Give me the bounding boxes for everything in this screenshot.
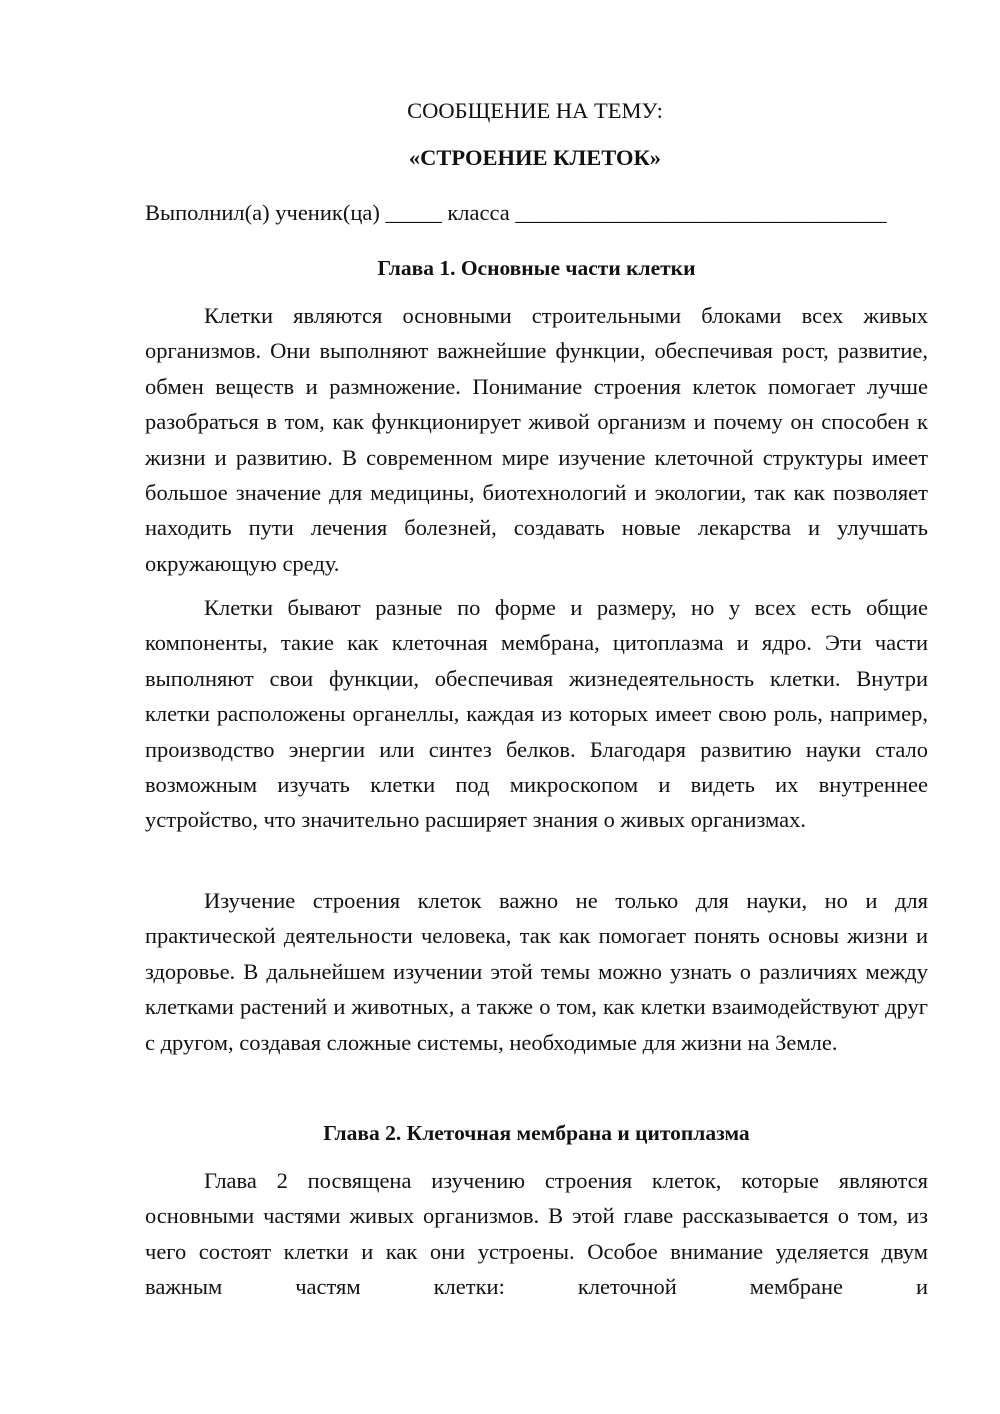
chapter-1-paragraph-1: Клетки являются основными строительными блоками всех живых организмов. Они выполняют важнейшие функции, обеспечивая рост, развитие, обмен веществ и размножение. Понимание строения клеток помогает лучше разобраться в том, как функционирует живой организм и почему он способен к жизни и развитию. В современном мире изучение клеточной структуры имеет большое значение для медицины, биотехнологий и экологии, так как позволяет находить пути лечения болезней, создавать новые лекарства и улучшать окружающую среду.: [145, 303, 928, 576]
document-title: СООБЩЕНИЕ НА ТЕМУ:: [407, 98, 663, 123]
chapter-1-paragraph-3: Изучение строения клеток важно не только для науки, но и для практической деятельности человека, так как помогает понять основы жизни и здоровье. В дальнейшем изучении этой темы можно узнать о различиях между клетками растений и животных, а также о том, как клетки взаимодействуют друг с другом, создавая сложные системы, необходимые для жизни на Земле.: [145, 888, 928, 1055]
chapter-1-paragraph-2: Клетки бывают разные по форме и размеру, но у всех есть общие компоненты, такие как клеточная мембрана, цитоплазма и ядро. Эти части выполняют свои функции, обеспечивая жизнедеятельность клетки. Внутри клетки расположены органеллы, каждая из которых имеет свою роль, например, производство энергии или синтез белков. Благодаря развитию науки стало возможным изучать клетки под микроскопом и видеть их внутреннее устройство, что значительно расширяет знания о живых организмах.: [145, 595, 928, 833]
chapter-1-heading: Глава 1. Основные части клетки: [377, 256, 696, 280]
author-line: Выполнил(а) ученик(ца) _____ класса _________________________________: [145, 200, 887, 225]
document-topic: «СТРОЕНИЕ КЛЕТОК»: [408, 145, 662, 170]
chapter-2-paragraph-1: Глава 2 посвящена изучению строения клеток, которые являются основными частями живых организмов. В этой главе рассказывается о том, из чего состоят клетки и как они устроены. Особое внимание уделяется двум важным частям клетки: клеточной мембране и: [145, 1168, 928, 1300]
chapter-2-heading: Глава 2. Клеточная мембрана и цитоплазма: [323, 1121, 750, 1145]
